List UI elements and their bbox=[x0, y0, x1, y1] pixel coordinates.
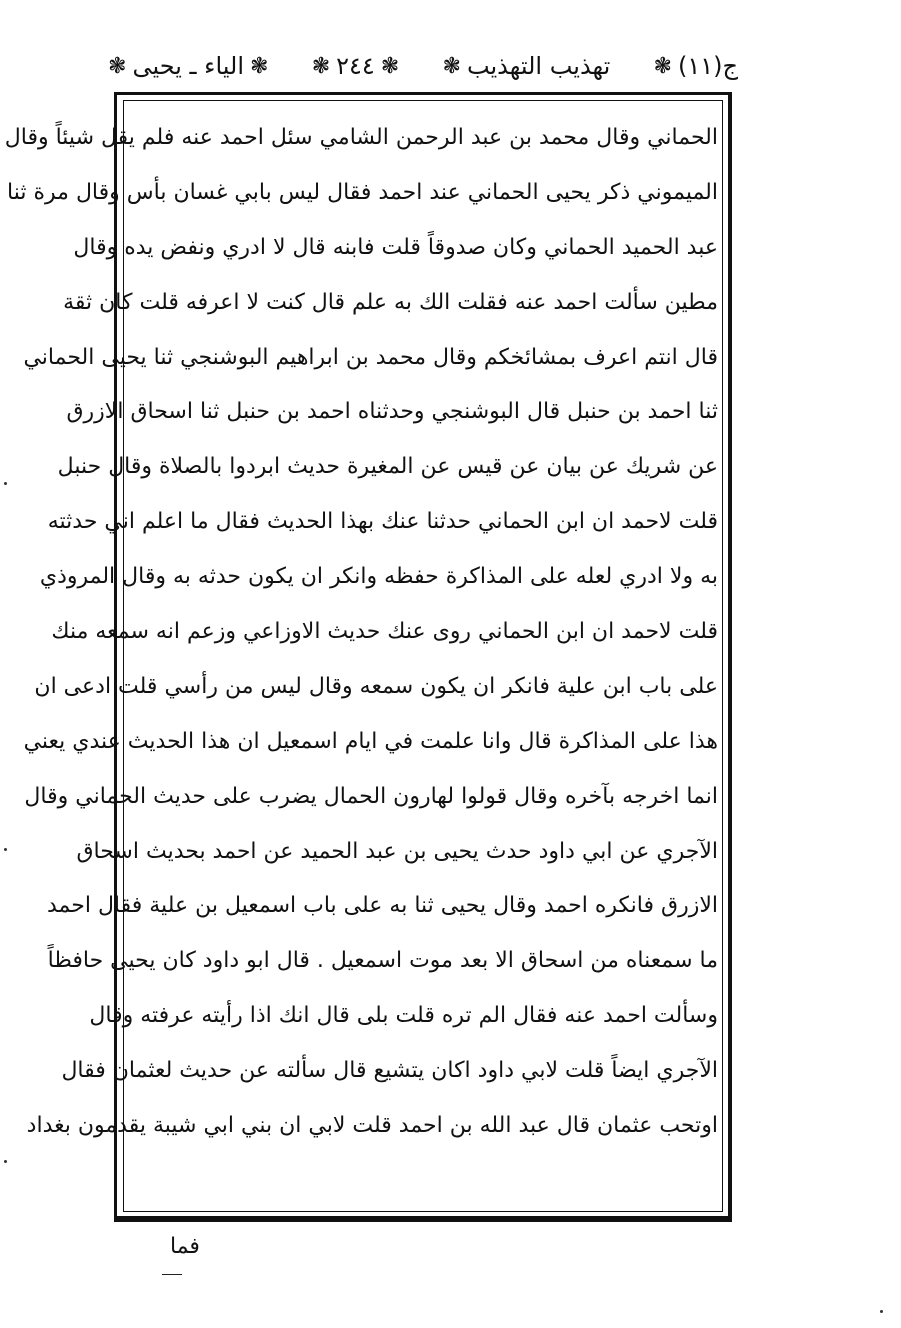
scan-speck bbox=[4, 482, 7, 485]
body-text bbox=[4, 110, 718, 1210]
text-line: على باب ابن علية فانكر ان يكون سمعه وقال ليس من رأسي قلت ادعى ان bbox=[34, 673, 718, 699]
text-line: اوتحب عثمان قال عبد الله بن احمد قلت لابي ان بني ابي شيبة يقدمون بغداد bbox=[26, 1112, 718, 1138]
ornament-icon: ❃ bbox=[249, 53, 269, 79]
running-head-page bbox=[312, 52, 400, 80]
text-line: وسألت احمد عنه فقال الم تره قلت بلى قال انك اذا رأيته عرفته وقال bbox=[89, 1003, 718, 1029]
volume-label: ج(١١) bbox=[677, 52, 738, 80]
text-line: الحماني وقال محمد بن عبد الرحمن الشامي سئل احمد عنه فلم يقل شيئاً وقال bbox=[4, 124, 718, 150]
text-line: به ولا ادري لعله على المذاكرة حفظه وانكر ان يكون حدثه به وقال المروذي bbox=[39, 564, 718, 590]
scan-speck bbox=[880, 1310, 883, 1313]
catchword: فما bbox=[170, 1234, 200, 1259]
ornament-icon: ❃ bbox=[380, 53, 400, 79]
running-head-book bbox=[443, 52, 611, 80]
text-line: عبد الحميد الحماني وكان صدوقاً قلت فابنه قال لا ادري ونفض يده وقال bbox=[73, 234, 718, 260]
text-line: انما اخرجه بآخره وقال قولوا لهارون الحمال يضرب على حديث الحماني وقال bbox=[24, 783, 718, 809]
text-line: قلت لاحمد ان ابن الحماني حدثنا عنك بهذا الحديث فقال ما اعلم اني حدثته bbox=[47, 509, 718, 535]
text-line: قلت لاحمد ان ابن الحماني روى عنك حديث الاوزاعي وزعم انه سمعه منك bbox=[51, 618, 718, 644]
running-head-section bbox=[108, 52, 268, 80]
text-line: الازرق فانكره احمد وقال يحيى ثنا به على باب اسمعيل بن علية فقال احمد bbox=[46, 893, 718, 919]
ornament-icon: ❃ bbox=[653, 53, 672, 79]
text-line: عن شريك عن بيان عن قيس عن المغيرة حديث ابردوا بالصلاة وقال حنبل bbox=[57, 454, 718, 480]
text-line: ما سمعناه من اسحاق الا بعد موت اسمعيل . قال ابو داود كان يحيى حافظاً bbox=[47, 948, 718, 974]
text-line: مطين سألت احمد عنه فقلت الك به علم قال كنت لا اعرفه قلت كان ثقة bbox=[63, 289, 718, 315]
scan-speck bbox=[4, 1160, 7, 1163]
catchword-rule bbox=[162, 1274, 182, 1275]
text-line: قال انتم اعرف بمشائخكم وقال محمد بن ابراهيم البوشنجي ثنا يحيى الحماني bbox=[23, 344, 718, 370]
text-line: ثنا احمد بن حنبل قال البوشنجي وحدثناه احمد بن حنبل ثنا اسحاق الازرق bbox=[66, 399, 718, 425]
ornament-icon: ❃ bbox=[311, 53, 331, 79]
page-number: ٢٤٤ bbox=[336, 52, 375, 80]
ornament-icon: ❃ bbox=[442, 53, 461, 79]
book-title: تهذيب التهذيب bbox=[466, 52, 611, 80]
running-head bbox=[108, 44, 738, 88]
ornament-icon: ❃ bbox=[108, 53, 127, 79]
text-line: الآجري ايضاً قلت لابي داود اكان يتشيع قال سألته عن حديث لعثمان فقال bbox=[61, 1058, 718, 1084]
text-line: الآجري عن ابي داود حدث يحيى بن عبد الحميد عن احمد بحديث اسحاق bbox=[76, 838, 718, 864]
section-title: الياء ـ يحيى bbox=[132, 52, 244, 80]
running-head-volume bbox=[654, 52, 738, 80]
text-line: الميموني ذكر يحيى الحماني عند احمد فقال ليس بابي غسان بأس وقال مرة ثنا bbox=[7, 179, 718, 205]
scan-speck bbox=[4, 848, 7, 851]
text-line: هذا على المذاكرة قال وانا علمت في ايام اسمعيل ان هذا الحديث عندي يعني bbox=[23, 728, 718, 754]
